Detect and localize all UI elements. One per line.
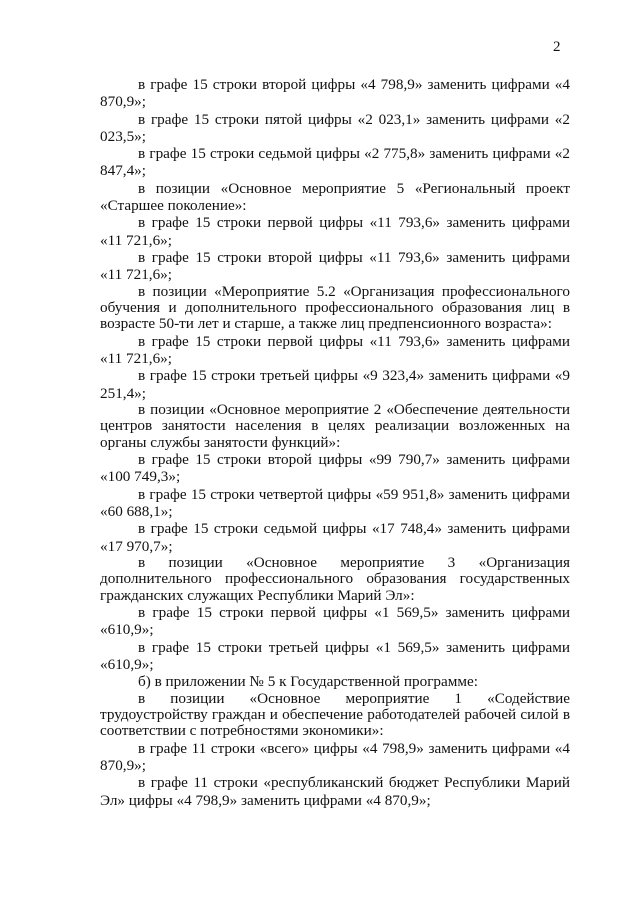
paragraph: в позиции «Мероприятие 5.2 «Организация профессионального обучения и дополнительного профессионального образования лиц в возрасте 50-ти лет и старше, а также лиц предпенсионного возраста»:: [100, 282, 570, 333]
paragraph: в графе 15 строки седьмой цифры «17 748,4» заменить цифрами «17 970,7»;: [100, 520, 570, 555]
paragraph: в графе 15 строки третьей цифры «9 323,4» заменить цифрами «9 251,4»;: [100, 367, 570, 402]
paragraph: в графе 15 строки второй цифры «11 793,6» заменить цифрами «11 721,6»;: [100, 248, 570, 284]
paragraph: в графе 11 строки «всего» цифры «4 798,9» заменить цифрами «4 870,9»;: [100, 739, 570, 775]
paragraph: в графе 15 строки второй цифры «4 798,9» заменить цифрами «4 870,9»;: [100, 76, 570, 111]
paragraph: в графе 15 строки седьмой цифры «2 775,8» заменить цифрами «2 847,4»;: [100, 145, 570, 180]
paragraph: в графе 11 строки «республиканский бюджет Республики Марий Эл» цифры «4 798,9» заменить цифрами «4 870,9»;: [100, 774, 570, 809]
paragraph: в графе 15 строки второй цифры «99 790,7» заменить цифрами «100 749,3»;: [100, 451, 570, 486]
paragraph: б) в приложении № 5 к Государственной программе:: [138, 673, 478, 691]
paragraph: в позиции «Основное мероприятие 3 «Организация дополнительного профессионального образования государственных гражданских служащих Республики Марий Эл»:: [100, 553, 570, 604]
paragraph: в позиции «Основное мероприятие 5 «Региональный проект «Старшее поколение»:: [100, 179, 570, 215]
paragraph: в графе 15 строки первой цифры «11 793,6» заменить цифрами «11 721,6»;: [100, 214, 570, 249]
paragraph: в позиции «Основное мероприятие 2 «Обеспечение деятельности центров занятости населения в целях реализации возложенных на органы службы занятости функций»:: [100, 400, 570, 451]
paragraph: в графе 15 строки первой цифры «1 569,5» заменить цифрами «610,9»;: [100, 604, 570, 639]
page-number: 2: [553, 39, 561, 55]
paragraph: в графе 15 строки пятой цифры «2 023,1» заменить цифрами «2 023,5»;: [100, 110, 570, 145]
paragraph: в графе 15 строки первой цифры «11 793,6» заменить цифрами «11 721,6»;: [100, 332, 570, 368]
paragraph: в позиции «Основное мероприятие 1 «Содействие трудоустройству граждан и обеспечение работодателей рабочей силой в соответствии с потребностями экономики»:: [100, 689, 570, 740]
paragraph: в графе 15 строки четвертой цифры «59 951,8» заменить цифрами «60 688,1»;: [100, 485, 570, 521]
paragraph: в графе 15 строки третьей цифры «1 569,5» заменить цифрами «610,9»;: [100, 638, 570, 674]
document-body: [100, 76, 570, 809]
